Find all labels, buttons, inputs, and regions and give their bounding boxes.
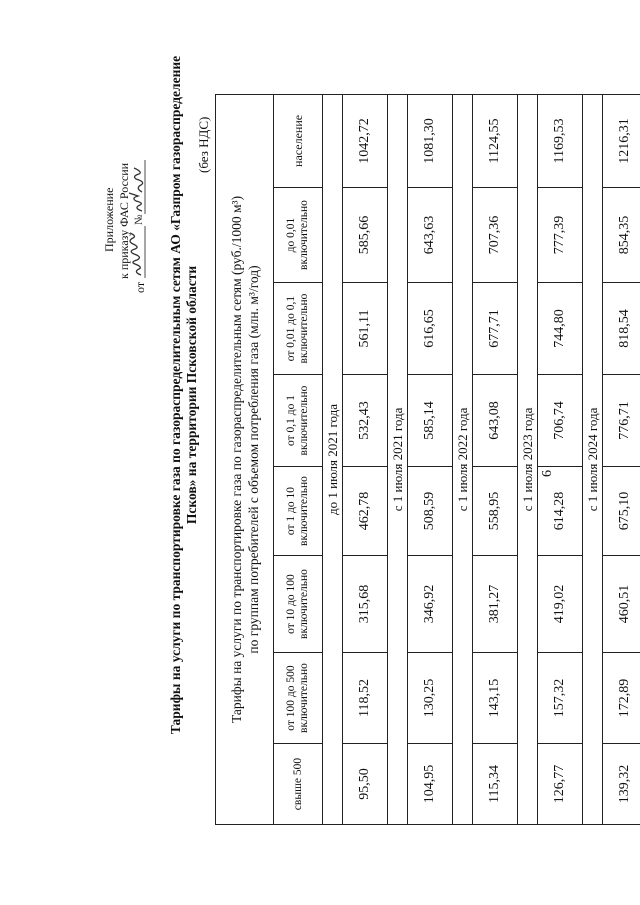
table-cell: 643,08 (473, 375, 518, 467)
table-cell: 677,71 (473, 283, 518, 375)
table-cell: 558,95 (473, 467, 518, 556)
period-label: с 1 июля 2021 года (388, 94, 408, 824)
appendix-from-label: от (133, 281, 147, 293)
table-cell: 1124,55 (473, 94, 518, 187)
page-number: 6 (540, 470, 555, 477)
table-main-header-line1: Тарифы на услуги по транспортировке газа по газораспределительным сетям (руб./1000 м³) (228, 195, 244, 723)
table-cell: 130,25 (408, 653, 453, 744)
table-cell: 118,52 (343, 653, 388, 744)
table-cell: 419,02 (538, 556, 583, 653)
table-cell: 460,51 (603, 556, 640, 653)
table-cell: 1042,72 (343, 94, 388, 187)
column-header: население (274, 94, 323, 187)
table-row (343, 94, 388, 824)
table-cell: 157,32 (538, 653, 583, 744)
vat-note: (без НДС) (196, 116, 211, 173)
table-cell: 104,95 (408, 744, 453, 825)
table-row (603, 94, 640, 824)
column-header: свыше 500 (274, 744, 323, 825)
period-label: с 1 июля 2024 года (583, 94, 603, 824)
period-label: с 1 июля 2023 года (518, 94, 538, 824)
column-header: от 0,01 до 0,1 включительно (274, 283, 323, 375)
table-cell: 95,50 (343, 744, 388, 825)
table-cell: 585,14 (408, 375, 453, 467)
table-cell: 616,65 (408, 283, 453, 375)
table-cell: 346,92 (408, 556, 453, 653)
table-cell: 115,34 (473, 744, 518, 825)
table-cell: 675,10 (603, 467, 640, 556)
table-main-header-line2: по группам потребителей с объемом потребления газа (млн. м³/год) (245, 265, 261, 654)
table-cell: 508,59 (408, 467, 453, 556)
document-title-line2: Псков» на территории Псковской области (184, 265, 199, 525)
table-cell: 1216,31 (603, 94, 640, 187)
table-cell: 744,80 (538, 283, 583, 375)
table-cell: 462,78 (343, 467, 388, 556)
period-label: с 1 июля 2022 года (453, 94, 473, 824)
table-cell: 381,27 (473, 556, 518, 653)
table-cell: 532,43 (343, 375, 388, 467)
table-row (538, 94, 583, 824)
table-cell: 818,54 (603, 283, 640, 375)
table-row (408, 94, 453, 824)
table-cell: 614,28 (538, 467, 583, 556)
column-header: от 100 до 500 включительно (274, 653, 323, 744)
table-cell: 707,36 (473, 188, 518, 283)
table-cell: 1169,53 (538, 94, 583, 187)
appendix-title: Приложение (102, 187, 116, 252)
table-cell: 126,77 (538, 744, 583, 825)
table-cell: 143,15 (473, 653, 518, 744)
table-cell: 561,11 (343, 283, 388, 375)
appendix-order: к приказу ФАС России (117, 162, 131, 279)
table-cell: 315,68 (343, 556, 388, 653)
table-cell: 139,32 (603, 744, 640, 825)
column-header: от 0,1 до 1 включительно (274, 375, 323, 467)
table-cell: 776,71 (603, 375, 640, 467)
tariff-table (215, 94, 640, 825)
column-header: от 10 до 100 включительно (274, 556, 323, 653)
table-cell: 643,63 (408, 188, 453, 283)
table-cell: 706,74 (538, 375, 583, 467)
table-cell: 854,35 (603, 188, 640, 283)
table-cell: 585,66 (343, 188, 388, 283)
svg-text:№: № (133, 214, 145, 225)
column-header: от 1 до 10 включительно (274, 467, 323, 556)
period-label: до 1 июля 2021 года (323, 94, 343, 824)
handwritten-date (125, 158, 149, 278)
table-cell: 1081,30 (408, 94, 453, 187)
table-cell: 777,39 (538, 188, 583, 283)
column-header: до 0,01 включительно (274, 188, 323, 283)
table-row (473, 94, 518, 824)
document-title-line1: Тарифы на услуги по транспортировке газа по газораспределительным сетям АО «Газпром газораспределение (168, 55, 183, 735)
table-cell: 172,89 (603, 653, 640, 744)
table-main-header (216, 94, 274, 824)
